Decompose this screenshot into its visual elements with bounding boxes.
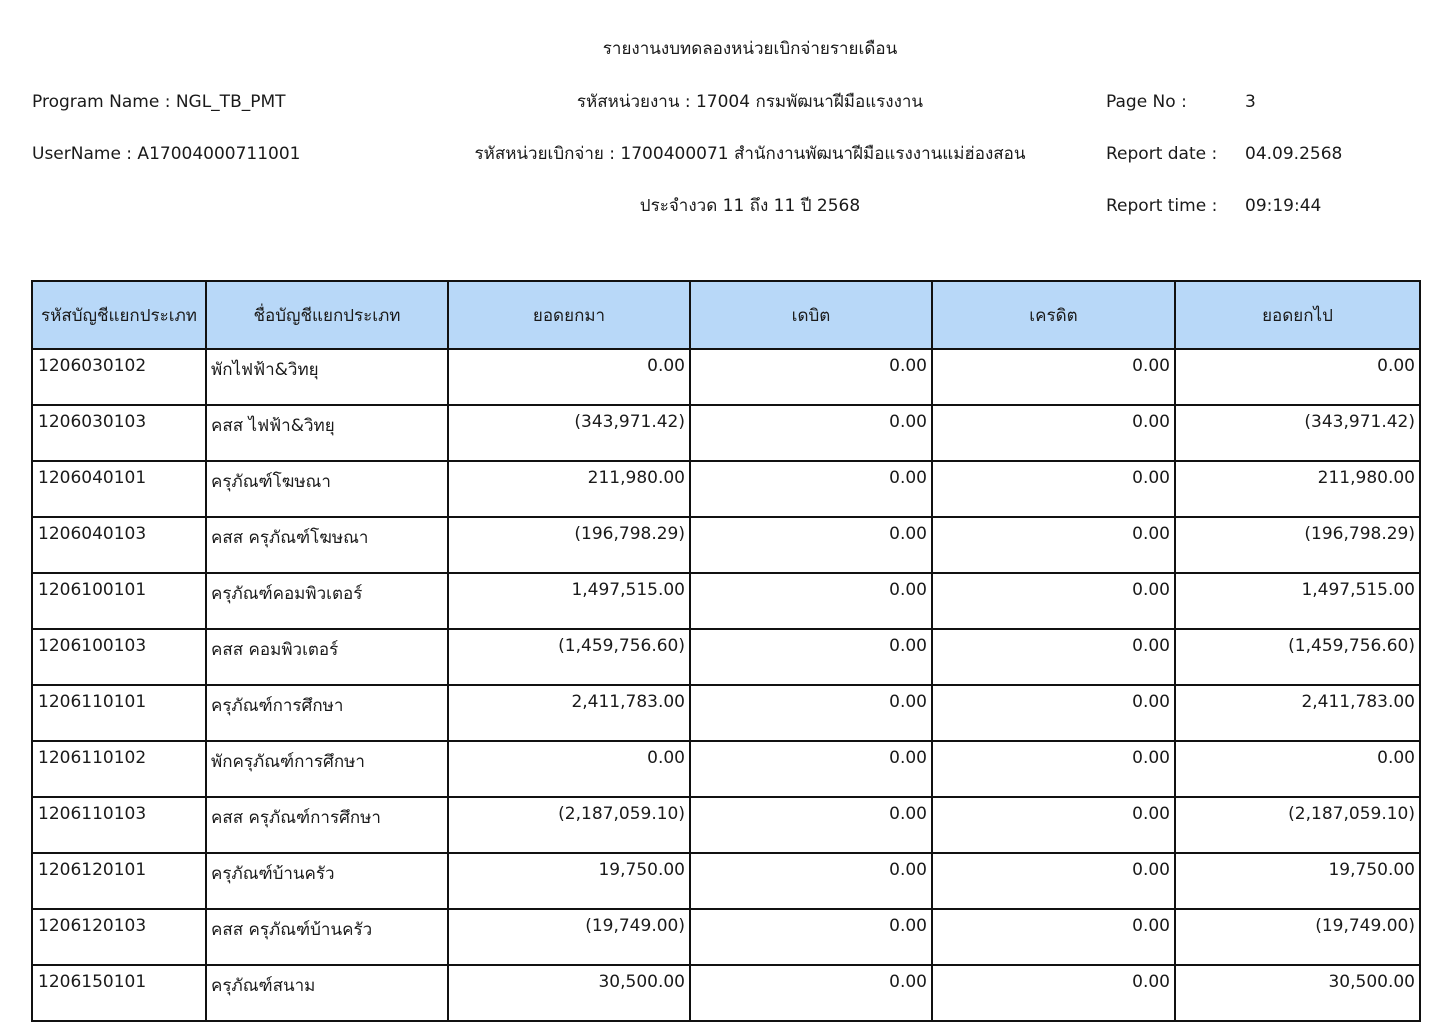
credit-cell: 0.00 — [932, 405, 1175, 461]
debit-cell: 0.00 — [690, 965, 932, 1021]
table-row — [32, 349, 1420, 405]
carried-forward-cell: (19,749.00) — [1175, 909, 1420, 965]
table-row — [32, 517, 1420, 573]
account-name-cell: คสส ครุภัณฑ์โฆษณา — [206, 517, 448, 573]
debit-cell: 0.00 — [690, 461, 932, 517]
account-name-cell: ครุภัณฑ์คอมพิวเตอร์ — [206, 573, 448, 629]
disbursing-unit-line: รหัสหน่วยเบิกจ่าย : 1700400071 สำนักงานพัฒนาฝีมือแรงงานแม่ฮ่องสอน — [474, 144, 1026, 164]
period-line: ประจำงวด 11 ถึง 11 ปี 2568 — [639, 196, 861, 216]
user-name: UserName : A17004000711001 — [32, 144, 301, 164]
account-name-cell: พักครุภัณฑ์การศึกษา — [206, 741, 448, 797]
debit-cell: 0.00 — [690, 573, 932, 629]
column-header-account-name: ชื่อบัญชีแยกประเภท — [206, 281, 448, 349]
credit-cell: 0.00 — [932, 741, 1175, 797]
account-name-cell: พักไฟฟ้า&วิทยุ — [206, 349, 448, 405]
brought-forward-cell: 30,500.00 — [448, 965, 690, 1021]
account-code-cell: 1206040103 — [32, 517, 206, 573]
account-name-cell: คสส คอมพิวเตอร์ — [206, 629, 448, 685]
trial-balance-table — [31, 280, 1421, 1022]
credit-cell: 0.00 — [932, 517, 1175, 573]
brought-forward-cell: 0.00 — [448, 741, 690, 797]
account-code-cell: 1206110102 — [32, 741, 206, 797]
brought-forward-cell: 1,497,515.00 — [448, 573, 690, 629]
account-code-cell: 1206110103 — [32, 797, 206, 853]
brought-forward-cell: 0.00 — [448, 349, 690, 405]
brought-forward-cell: 2,411,783.00 — [448, 685, 690, 741]
carried-forward-cell: (343,971.42) — [1175, 405, 1420, 461]
credit-cell: 0.00 — [932, 461, 1175, 517]
account-code-cell: 1206030103 — [32, 405, 206, 461]
column-header-carried-forward: ยอดยกไป — [1175, 281, 1420, 349]
credit-cell: 0.00 — [932, 629, 1175, 685]
carried-forward-cell: 2,411,783.00 — [1175, 685, 1420, 741]
account-code-cell: 1206040101 — [32, 461, 206, 517]
debit-cell: 0.00 — [690, 797, 932, 853]
table-header-row — [32, 281, 1420, 349]
account-name-cell: ครุภัณฑ์สนาม — [206, 965, 448, 1021]
brought-forward-cell: 211,980.00 — [448, 461, 690, 517]
account-name-cell: ครุภัณฑ์บ้านครัว — [206, 853, 448, 909]
credit-cell: 0.00 — [932, 909, 1175, 965]
credit-cell: 0.00 — [932, 797, 1175, 853]
column-header-brought-forward: ยอดยกมา — [448, 281, 690, 349]
debit-cell: 0.00 — [690, 909, 932, 965]
table-row — [32, 797, 1420, 853]
page-no-label: Page No : — [1106, 92, 1187, 112]
debit-cell: 0.00 — [690, 405, 932, 461]
page-no-value: 3 — [1245, 92, 1256, 112]
carried-forward-cell: 1,497,515.00 — [1175, 573, 1420, 629]
account-name-cell: คสส ครุภัณฑ์การศึกษา — [206, 797, 448, 853]
brought-forward-cell: (2,187,059.10) — [448, 797, 690, 853]
agency-line: รหัสหน่วยงาน : 17004 กรมพัฒนาฝีมือแรงงาน — [576, 92, 924, 112]
table-row — [32, 741, 1420, 797]
table-row — [32, 461, 1420, 517]
account-name-cell: ครุภัณฑ์โฆษณา — [206, 461, 448, 517]
brought-forward-cell: (19,749.00) — [448, 909, 690, 965]
credit-cell: 0.00 — [932, 685, 1175, 741]
brought-forward-cell: (1,459,756.60) — [448, 629, 690, 685]
report-time-label: Report time : — [1106, 196, 1218, 216]
debit-cell: 0.00 — [690, 685, 932, 741]
table-row — [32, 909, 1420, 965]
debit-cell: 0.00 — [690, 629, 932, 685]
table-row — [32, 685, 1420, 741]
account-name-cell: ครุภัณฑ์การศึกษา — [206, 685, 448, 741]
account-code-cell: 1206150101 — [32, 965, 206, 1021]
account-name-cell: คสส ครุภัณฑ์บ้านครัว — [206, 909, 448, 965]
credit-cell: 0.00 — [932, 573, 1175, 629]
account-code-cell: 1206100101 — [32, 573, 206, 629]
report-date-label: Report date : — [1106, 144, 1218, 164]
credit-cell: 0.00 — [932, 965, 1175, 1021]
carried-forward-cell: 30,500.00 — [1175, 965, 1420, 1021]
carried-forward-cell: 0.00 — [1175, 349, 1420, 405]
brought-forward-cell: (196,798.29) — [448, 517, 690, 573]
table-row — [32, 629, 1420, 685]
carried-forward-cell: 211,980.00 — [1175, 461, 1420, 517]
table-row — [32, 405, 1420, 461]
debit-cell: 0.00 — [690, 349, 932, 405]
brought-forward-cell: (343,971.42) — [448, 405, 690, 461]
column-header-credit: เครดิต — [932, 281, 1175, 349]
carried-forward-cell: 19,750.00 — [1175, 853, 1420, 909]
account-code-cell: 1206100103 — [32, 629, 206, 685]
report-date-value: 04.09.2568 — [1245, 144, 1343, 164]
report-title: รายงานงบทดลองหน่วยเบิกจ่ายรายเดือน — [602, 39, 898, 59]
carried-forward-cell: (196,798.29) — [1175, 517, 1420, 573]
carried-forward-cell: (1,459,756.60) — [1175, 629, 1420, 685]
brought-forward-cell: 19,750.00 — [448, 853, 690, 909]
table-row — [32, 573, 1420, 629]
debit-cell: 0.00 — [690, 517, 932, 573]
column-header-account-code: รหัสบัญชีแยกประเภท — [32, 281, 206, 349]
table-row — [32, 853, 1420, 909]
carried-forward-cell: 0.00 — [1175, 741, 1420, 797]
debit-cell: 0.00 — [690, 853, 932, 909]
account-code-cell: 1206110101 — [32, 685, 206, 741]
account-code-cell: 1206120103 — [32, 909, 206, 965]
table-row — [32, 965, 1420, 1021]
debit-cell: 0.00 — [690, 741, 932, 797]
program-name: Program Name : NGL_TB_PMT — [32, 92, 286, 112]
account-name-cell: คสส ไฟฟ้า&วิทยุ — [206, 405, 448, 461]
credit-cell: 0.00 — [932, 853, 1175, 909]
account-code-cell: 1206030102 — [32, 349, 206, 405]
carried-forward-cell: (2,187,059.10) — [1175, 797, 1420, 853]
credit-cell: 0.00 — [932, 349, 1175, 405]
report-time-value: 09:19:44 — [1245, 196, 1322, 216]
account-code-cell: 1206120101 — [32, 853, 206, 909]
column-header-debit: เดบิต — [690, 281, 932, 349]
